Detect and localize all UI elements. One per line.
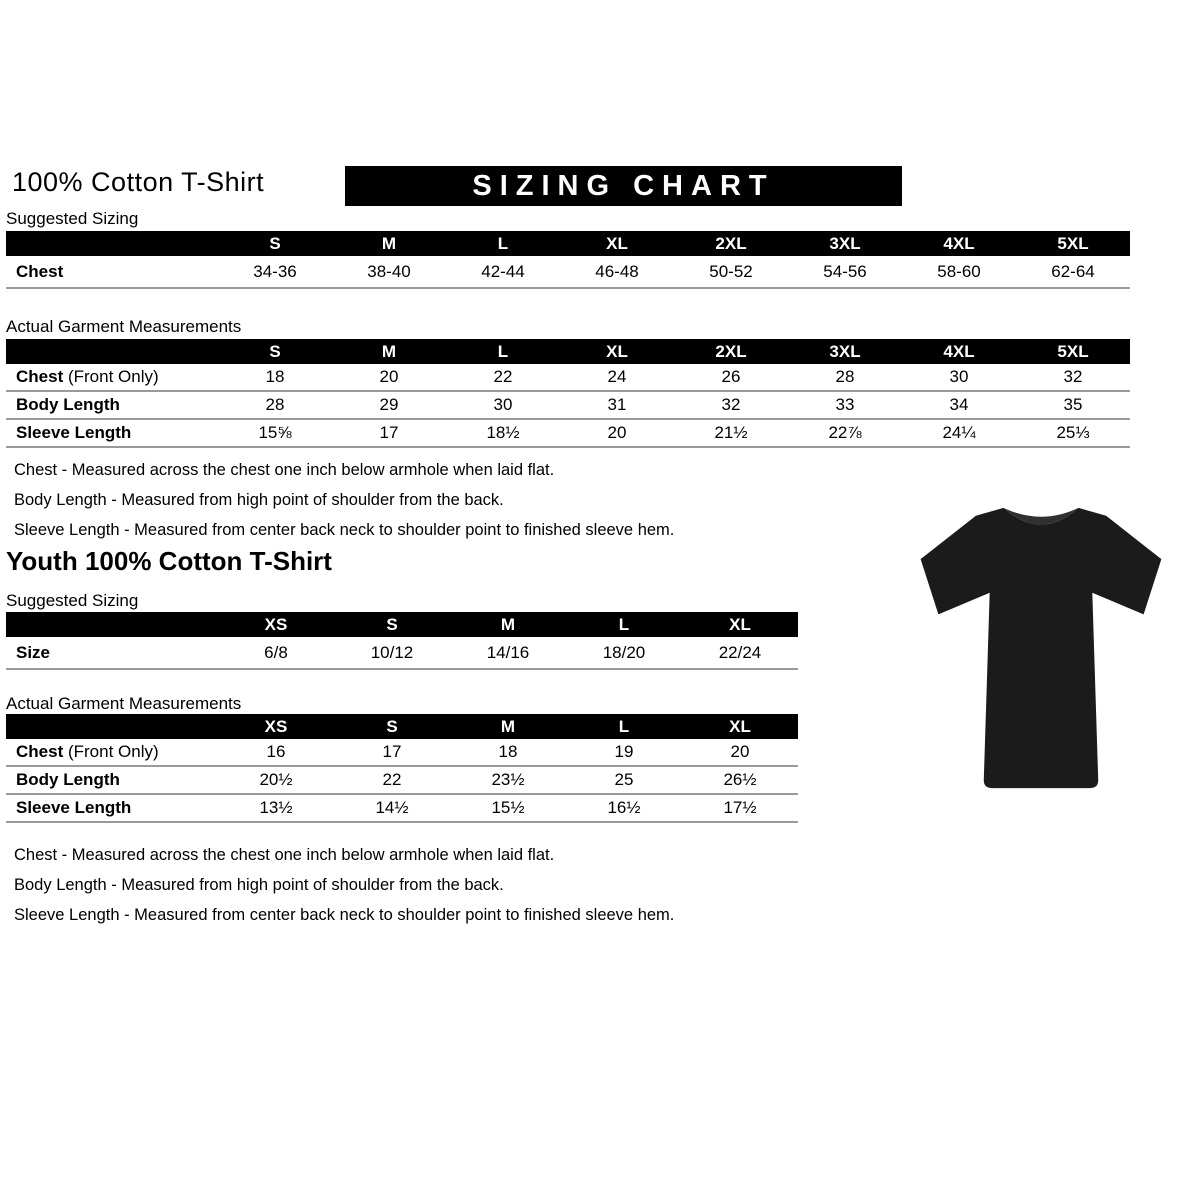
table-row	[6, 795, 798, 823]
adult-section-title: 100% Cotton T-Shirt	[12, 167, 265, 197]
tshirt-body	[921, 508, 1162, 788]
size-header: M	[381, 341, 397, 361]
sizing-chart-banner: SIZING CHART	[345, 166, 902, 206]
cell-value: 35	[1063, 395, 1083, 414]
cell-value: 24	[607, 367, 627, 386]
size-header: 5XL	[1057, 341, 1089, 361]
cell-value: 22	[382, 770, 402, 789]
cell-value: 31	[607, 395, 627, 414]
cell-value: 29	[379, 395, 399, 414]
youth-actual-table	[6, 714, 798, 823]
cell-value: 20½	[259, 770, 293, 789]
table-row	[6, 256, 1130, 289]
cell-value: 34-36	[253, 261, 297, 281]
cell-value: 34	[949, 395, 969, 414]
cell-value: 15⅝	[258, 423, 292, 442]
cell-value: 14½	[375, 798, 409, 817]
size-header: XS	[264, 716, 288, 736]
size-header: XL	[729, 614, 751, 634]
cell-value: 20	[607, 423, 627, 442]
size-header: XS	[264, 614, 288, 634]
youth-suggested-header-row	[6, 612, 798, 637]
size-header: S	[269, 233, 281, 253]
size-header: L	[618, 614, 630, 634]
cell-value: 23½	[491, 770, 525, 789]
adult-actual-header-row	[6, 339, 1130, 364]
cell-value: 30	[949, 367, 969, 386]
size-header: 4XL	[943, 233, 975, 253]
size-header: 3XL	[829, 341, 861, 361]
row-label	[6, 367, 218, 387]
tshirt-image	[893, 478, 1189, 814]
size-header: XL	[606, 341, 628, 361]
cell-value: 54-56	[823, 261, 867, 281]
youth-actual-header-row	[6, 714, 798, 739]
cell-value: 15½	[491, 798, 525, 817]
cell-value: 42-44	[481, 261, 525, 281]
adult-suggested-header-row	[6, 231, 1130, 256]
cell-value: 17	[379, 423, 399, 442]
youth-actual-measurements-label: Actual Garment Measurements	[6, 694, 242, 713]
cell-value: 18	[498, 742, 518, 761]
cell-value: 18/20	[602, 642, 646, 662]
row-label-text: Chest	[16, 742, 64, 761]
table-row	[6, 767, 798, 795]
cell-value: 17½	[723, 798, 757, 817]
cell-value: 19	[614, 742, 634, 761]
size-header: S	[386, 716, 398, 736]
note-body-length: Body Length - Measured from high point of shoulder from the back.	[14, 491, 504, 509]
cell-value: 25	[614, 770, 634, 789]
cell-value: 38-40	[367, 261, 411, 281]
row-label-text: Sleeve Length	[16, 798, 132, 817]
cell-value: 18	[265, 367, 285, 386]
cell-value: 13½	[259, 798, 293, 817]
row-label-text: Body Length	[16, 395, 120, 414]
cell-value: 26	[721, 367, 741, 386]
youth-measurement-notes	[14, 840, 674, 930]
row-label	[6, 262, 218, 282]
cell-value: 58-60	[937, 261, 981, 281]
row-label-text: Sleeve Length	[16, 423, 132, 442]
row-label	[6, 395, 218, 415]
cell-value: 14/16	[486, 642, 530, 662]
cell-value: 46-48	[595, 261, 639, 281]
note-sleeve-length: Sleeve Length - Measured from center back neck to shoulder point to finished sleeve hem.	[14, 521, 675, 539]
youth-suggested-table	[6, 612, 798, 670]
cell-value: 6/8	[264, 642, 288, 662]
cell-value: 20	[379, 367, 399, 386]
note-chest: Chest - Measured across the chest one inch below armhole when laid flat.	[14, 461, 555, 479]
cell-value: 22	[493, 367, 513, 386]
size-header: 5XL	[1057, 233, 1089, 253]
cell-value: 22/24	[718, 642, 762, 662]
cell-value: 62-64	[1051, 261, 1095, 281]
size-header: XL	[729, 716, 751, 736]
size-header: S	[269, 341, 281, 361]
row-label-text: Chest	[16, 261, 64, 281]
adult-suggested-table	[6, 231, 1130, 289]
cell-value: 20	[730, 742, 750, 761]
cell-value: 32	[1063, 367, 1083, 386]
size-header: M	[500, 614, 516, 634]
cell-value: 10/12	[370, 642, 414, 662]
cell-value: 50-52	[709, 261, 753, 281]
size-header: 2XL	[715, 233, 747, 253]
cell-value: 16½	[607, 798, 641, 817]
row-label-text: Body Length	[16, 770, 120, 789]
cell-value: 17	[382, 742, 402, 761]
row-label	[6, 643, 218, 663]
row-label-text: Chest	[16, 367, 64, 386]
size-header: 3XL	[829, 233, 861, 253]
size-header: S	[386, 614, 398, 634]
row-label	[6, 742, 218, 762]
tshirt-silhouette	[893, 478, 1189, 814]
row-label-suffix: (Front Only)	[63, 367, 159, 386]
adult-suggested-sizing-label: Suggested Sizing	[6, 209, 139, 228]
size-header: L	[497, 233, 509, 253]
table-row	[6, 392, 1130, 420]
cell-value: 28	[835, 367, 855, 386]
note-body-length: Body Length - Measured from high point of shoulder from the back.	[14, 876, 504, 894]
cell-value: 18½	[486, 423, 520, 442]
size-header: 4XL	[943, 341, 975, 361]
cell-value: 16	[266, 742, 286, 761]
cell-value: 25⅓	[1056, 423, 1090, 442]
row-label-suffix: (Front Only)	[63, 742, 159, 761]
adult-actual-table	[6, 339, 1130, 448]
size-header: L	[618, 716, 630, 736]
adult-actual-measurements-label: Actual Garment Measurements	[6, 317, 242, 336]
cell-value: 26½	[723, 770, 757, 789]
cell-value: 30	[493, 395, 513, 414]
youth-section-title: Youth 100% Cotton T-Shirt	[6, 546, 332, 576]
note-sleeve-length: Sleeve Length - Measured from center back neck to shoulder point to finished sleeve hem.	[14, 906, 675, 924]
table-row	[6, 739, 798, 767]
table-row	[6, 364, 1130, 392]
youth-suggested-sizing-label: Suggested Sizing	[6, 591, 139, 610]
note-chest: Chest - Measured across the chest one inch below armhole when laid flat.	[14, 846, 555, 864]
row-label-text: Size	[16, 642, 51, 662]
cell-value: 22⅞	[828, 423, 862, 442]
cell-value: 21½	[714, 423, 748, 442]
size-header: XL	[606, 233, 628, 253]
size-header: 2XL	[715, 341, 747, 361]
size-header: M	[381, 233, 397, 253]
table-row	[6, 637, 798, 670]
cell-value: 24¼	[942, 423, 976, 442]
row-label	[6, 798, 218, 818]
row-label	[6, 770, 218, 790]
size-header: M	[500, 716, 516, 736]
cell-value: 32	[721, 395, 741, 414]
size-header: L	[497, 341, 509, 361]
adult-measurement-notes	[14, 455, 674, 545]
table-row	[6, 420, 1130, 448]
cell-value: 33	[835, 395, 855, 414]
cell-value: 28	[265, 395, 285, 414]
row-label	[6, 423, 218, 443]
